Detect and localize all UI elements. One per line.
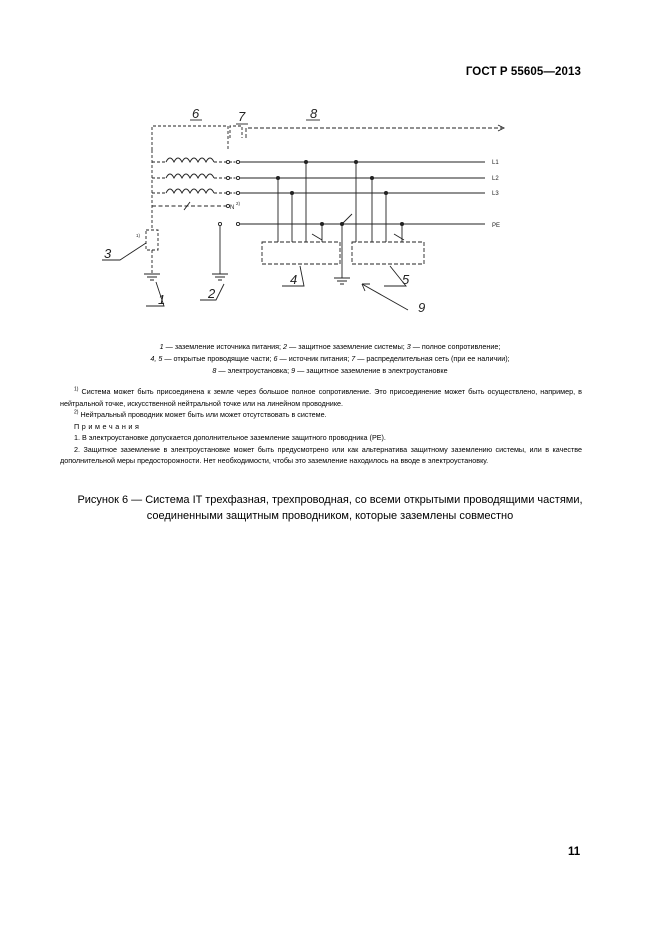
legend-text: — источник питания; bbox=[277, 354, 352, 363]
footnote-text: Система может быть присоединена к земле через большое полное сопротивление. Это присоединение может быть осуществлено, например, в нейтральной точке, искусственной нейтральной точке или на линейном проводнике. bbox=[60, 387, 582, 408]
document-header: ГОСТ Р 55605—2013 bbox=[465, 66, 581, 78]
legend-text: — полное сопротивление; bbox=[410, 342, 501, 351]
callout-9: 9 bbox=[418, 300, 426, 315]
it-system-diagram bbox=[90, 98, 560, 330]
label-l2: L2 bbox=[492, 176, 499, 182]
note-1: 1. В электроустановке допускается дополнительное заземление защитного проводника (РЕ). bbox=[74, 433, 386, 442]
neutral-footnote-mark: 2) bbox=[236, 201, 241, 206]
system-earth-2 bbox=[212, 226, 228, 280]
figure-legend bbox=[60, 341, 600, 377]
neutral-label: N bbox=[230, 205, 235, 211]
note-2: 2. Защитное заземление в электроустановке может быть предусмотрено или как альтернатива защитному заземлению системы, или в качестве дополнительной меры предосторожности. Нет необходимости, чтобы это заземление находилось на вводе в электроустановку. bbox=[60, 444, 582, 465]
callout-1: 1 bbox=[158, 292, 166, 307]
coil-l1 bbox=[166, 158, 214, 162]
footnote-text: Нейтральный проводник может быть или может отсутствовать в системе. bbox=[78, 410, 327, 419]
footnote-mark: 1) bbox=[74, 386, 79, 393]
legend-num: 7 bbox=[351, 354, 356, 363]
callout-5: 5 bbox=[402, 272, 410, 287]
callout-4: 4 bbox=[290, 272, 298, 287]
legend-num: 6 bbox=[273, 354, 278, 363]
bracket-8 bbox=[246, 125, 504, 138]
page-number: 11 bbox=[568, 846, 581, 858]
figure-caption bbox=[40, 492, 620, 524]
callout-6: 6 bbox=[192, 106, 200, 121]
legend-num: 3 bbox=[406, 342, 411, 351]
label-l3: L3 bbox=[492, 191, 499, 197]
bracket-6 bbox=[152, 126, 228, 150]
callout-3: 3 bbox=[104, 246, 112, 261]
coil-l3 bbox=[166, 189, 214, 193]
callout-2: 2 bbox=[208, 286, 216, 301]
label-pe: PE bbox=[492, 223, 501, 229]
legend-text: — защитное заземление системы; bbox=[287, 342, 407, 351]
impedance-footnote-mark: 1) bbox=[136, 233, 141, 238]
legend-num: 9 bbox=[291, 366, 296, 375]
caption-line-2: соединенными защитным проводником, которые заземлены совместно bbox=[146, 510, 514, 522]
legend-text: — электроустановка; bbox=[216, 366, 292, 375]
coil-l2 bbox=[166, 174, 214, 178]
legend-text: — заземление источника питания; bbox=[163, 342, 284, 351]
impedance-3 bbox=[144, 230, 160, 280]
label-l1: L1 bbox=[492, 160, 499, 166]
bracket-7 bbox=[230, 126, 242, 138]
caption-line-1: Рисунок 6 — Система IT трехфазная, трехпроводная, со всеми открытыми проводящими частями, bbox=[77, 494, 583, 506]
legend-num: 2 bbox=[283, 342, 288, 351]
legend-text: — распределительная сеть (при ее наличии); bbox=[355, 354, 510, 363]
legend-line-3 bbox=[60, 365, 600, 377]
footnotes-and-notes bbox=[60, 386, 582, 467]
exposed-parts-5 bbox=[352, 160, 424, 264]
callout-8: 8 bbox=[310, 106, 318, 121]
legend-line-1 bbox=[60, 341, 600, 353]
notes-heading: Примечания bbox=[74, 421, 142, 431]
legend-num: 8 bbox=[212, 366, 217, 375]
legend-line-2 bbox=[60, 353, 600, 365]
callout-7: 7 bbox=[238, 109, 246, 124]
footnote-1 bbox=[60, 386, 582, 409]
legend-num: 4, 5 bbox=[150, 354, 163, 363]
legend-text: — защитное заземление в электроустановке bbox=[295, 366, 448, 375]
footnote-mark: 2) bbox=[74, 409, 79, 416]
legend-num: 1 bbox=[159, 342, 164, 351]
exposed-parts-4 bbox=[262, 160, 340, 264]
legend-text: — открытые проводящие части; bbox=[162, 354, 274, 363]
footnote-2 bbox=[60, 409, 582, 421]
installation-earth-9 bbox=[334, 214, 352, 284]
